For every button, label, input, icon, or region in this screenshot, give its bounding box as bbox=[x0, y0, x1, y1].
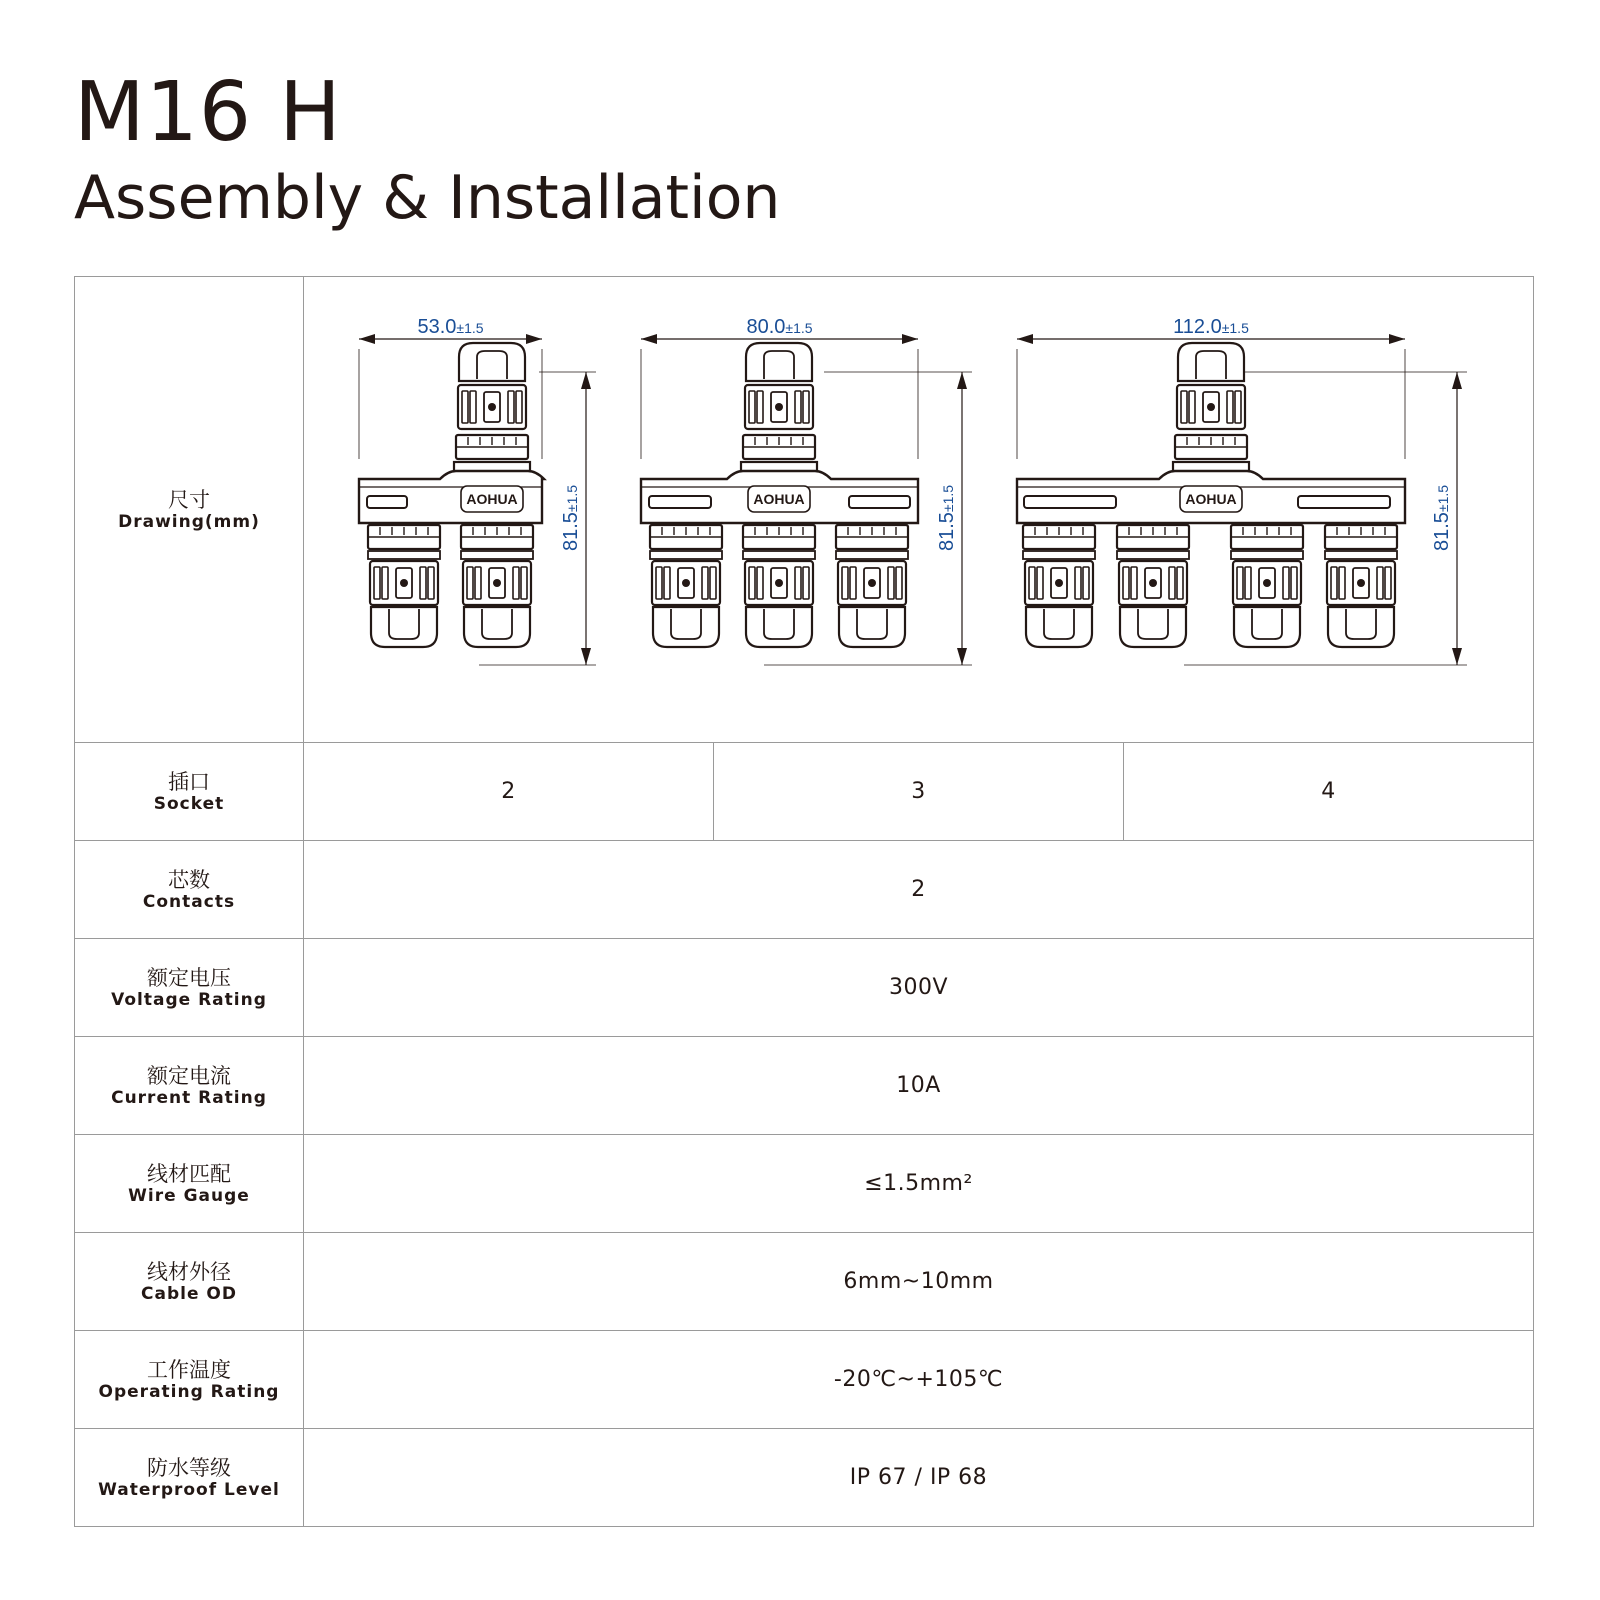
contacts-label-cell bbox=[75, 841, 304, 939]
stem-collar bbox=[1325, 551, 1397, 559]
grip-mark bbox=[1263, 579, 1271, 587]
body-slot bbox=[649, 496, 711, 508]
current-label-en: Current Rating bbox=[111, 1087, 267, 1108]
contacts-label-en: Contacts bbox=[142, 891, 236, 912]
logo-text: AOHUA bbox=[753, 491, 805, 507]
grip-mark bbox=[1149, 579, 1157, 587]
stem-collar bbox=[650, 551, 722, 559]
temp-label-cell bbox=[75, 1331, 304, 1429]
brand-logo bbox=[461, 486, 523, 512]
contacts-value: 2 bbox=[304, 841, 1534, 939]
grip-mark bbox=[868, 579, 876, 587]
arrow-head bbox=[1452, 648, 1462, 665]
connector-variant-1 bbox=[359, 316, 596, 665]
grip-mark bbox=[493, 579, 501, 587]
cap-shape bbox=[464, 607, 530, 647]
arrow-head bbox=[1389, 334, 1405, 344]
socket-value-4: 4 bbox=[1124, 743, 1534, 841]
cable-label-en: Cable OD bbox=[141, 1283, 237, 1304]
temp-label-en: Operating Rating bbox=[98, 1381, 280, 1402]
width-tolerance: ±1.5 bbox=[456, 320, 484, 336]
grip-mark bbox=[775, 579, 783, 587]
cap-shape bbox=[746, 607, 812, 647]
height-dimension-label bbox=[560, 485, 582, 551]
cap-shape bbox=[459, 343, 525, 381]
socket-value-3: 3 bbox=[714, 743, 1124, 841]
grip-mark bbox=[1207, 403, 1215, 411]
height-value: 81.5 bbox=[1431, 512, 1453, 552]
stem-collar bbox=[1117, 551, 1189, 559]
cable-value: 6mm~10mm bbox=[304, 1233, 1534, 1331]
wire-label-cell bbox=[75, 1135, 304, 1233]
drawing-label-en: Drawing(mm) bbox=[118, 511, 260, 532]
height-dimension-label bbox=[1431, 485, 1453, 551]
logo-text: AOHUA bbox=[466, 491, 518, 507]
socket-row bbox=[75, 743, 1534, 841]
height-tolerance: ±1.5 bbox=[1435, 484, 1451, 513]
drawing-cell bbox=[304, 277, 1534, 743]
height-dimension-label bbox=[936, 485, 958, 551]
cap-shape bbox=[653, 607, 719, 647]
arrow-head bbox=[581, 372, 591, 389]
wire-label-cn: 线材匹配 bbox=[147, 1161, 231, 1186]
contacts-label-cn: 芯数 bbox=[168, 867, 210, 892]
width-tolerance: ±1.5 bbox=[1221, 320, 1249, 336]
temp-value: -20℃~+105℃ bbox=[304, 1331, 1534, 1429]
cap-shape bbox=[371, 607, 437, 647]
body-slot bbox=[849, 496, 910, 508]
arrow-head bbox=[1017, 334, 1033, 344]
drawing-row bbox=[75, 277, 1534, 743]
wire-label-en: Wire Gauge bbox=[128, 1185, 250, 1206]
cap-shape bbox=[746, 343, 812, 381]
temperature-row bbox=[75, 1331, 1534, 1429]
width-value: 53.0 bbox=[417, 316, 457, 338]
body-slot bbox=[1024, 496, 1116, 508]
arrow-head bbox=[581, 648, 591, 665]
temp-label-cn: 工作温度 bbox=[147, 1357, 231, 1382]
stem-collar bbox=[836, 551, 908, 559]
stem-collar bbox=[1231, 551, 1303, 559]
body-slot bbox=[367, 496, 407, 508]
wire-value: ≤1.5mm² bbox=[304, 1135, 1534, 1233]
socket-label-cell bbox=[75, 743, 304, 841]
current-label-cell bbox=[75, 1037, 304, 1135]
arrow-head bbox=[359, 334, 375, 344]
cable-od-row bbox=[75, 1233, 1534, 1331]
body-slot bbox=[1298, 496, 1390, 508]
cap-shape bbox=[1328, 607, 1394, 647]
cable-label-cell bbox=[75, 1233, 304, 1331]
width-value: 80.0 bbox=[746, 316, 786, 338]
cap-shape bbox=[1026, 607, 1092, 647]
waterproof-label-cn: 防水等级 bbox=[147, 1455, 231, 1480]
brand-logo bbox=[1180, 486, 1242, 512]
arrow-head bbox=[957, 372, 967, 389]
cap-shape bbox=[839, 607, 905, 647]
grip-mark bbox=[682, 579, 690, 587]
voltage-label-cn: 额定电压 bbox=[147, 965, 231, 990]
waterproof-value: IP 67 / IP 68 bbox=[304, 1429, 1534, 1527]
arrow-head bbox=[957, 648, 967, 665]
width-tolerance: ±1.5 bbox=[785, 320, 813, 336]
socket-label-en: Socket bbox=[153, 793, 225, 814]
stem-collar bbox=[1023, 551, 1095, 559]
voltage-label-cell bbox=[75, 939, 304, 1037]
cable-label-cn: 线材外径 bbox=[147, 1259, 231, 1284]
grip-mark bbox=[488, 403, 496, 411]
cap-shape bbox=[1178, 343, 1244, 381]
height-tolerance: ±1.5 bbox=[940, 484, 956, 513]
height-value: 81.5 bbox=[560, 512, 582, 552]
width-dimension-label bbox=[746, 316, 812, 338]
voltage-value: 300V bbox=[304, 939, 1534, 1037]
arrow-head bbox=[526, 334, 542, 344]
width-value: 112.0 bbox=[1173, 316, 1222, 338]
page-title: M16 H bbox=[74, 65, 342, 160]
wire-gauge-row bbox=[75, 1135, 1534, 1233]
stem-collar bbox=[461, 551, 533, 559]
grip-mark bbox=[775, 403, 783, 411]
arrow-head bbox=[1452, 372, 1462, 389]
voltage-label-en: Voltage Rating bbox=[111, 989, 267, 1010]
dimension-drawing bbox=[304, 277, 1534, 737]
height-tolerance: ±1.5 bbox=[564, 484, 580, 513]
grip-mark bbox=[400, 579, 408, 587]
connector-variant-2 bbox=[641, 316, 972, 665]
current-label-cn: 额定电流 bbox=[147, 1063, 231, 1088]
grip-mark bbox=[1055, 579, 1063, 587]
spec-table bbox=[74, 276, 1534, 1527]
stem-collar bbox=[368, 551, 440, 559]
width-dimension-label bbox=[1173, 316, 1249, 338]
waterproof-row bbox=[75, 1429, 1534, 1527]
brand-logo bbox=[748, 486, 810, 512]
waterproof-label-en: Waterproof Level bbox=[98, 1479, 280, 1500]
cap-shape bbox=[1234, 607, 1300, 647]
width-dimension-label bbox=[417, 316, 483, 338]
current-row bbox=[75, 1037, 1534, 1135]
logo-text: AOHUA bbox=[1185, 491, 1237, 507]
stem-collar bbox=[743, 551, 815, 559]
drawing-label-cell bbox=[75, 277, 304, 743]
contacts-row bbox=[75, 841, 1534, 939]
current-value: 10A bbox=[304, 1037, 1534, 1135]
height-value: 81.5 bbox=[936, 512, 958, 552]
arrow-head bbox=[902, 334, 918, 344]
socket-label-cn: 插口 bbox=[168, 769, 210, 794]
connector-variant-3 bbox=[1017, 316, 1467, 665]
drawing-label-cn: 尺寸 bbox=[168, 487, 210, 512]
grip-mark bbox=[1357, 579, 1365, 587]
cap-shape bbox=[1120, 607, 1186, 647]
page-subtitle: Assembly & Installation bbox=[74, 163, 781, 233]
arrow-head bbox=[641, 334, 657, 344]
waterproof-label-cell bbox=[75, 1429, 304, 1527]
voltage-row bbox=[75, 939, 1534, 1037]
socket-value-2: 2 bbox=[304, 743, 714, 841]
